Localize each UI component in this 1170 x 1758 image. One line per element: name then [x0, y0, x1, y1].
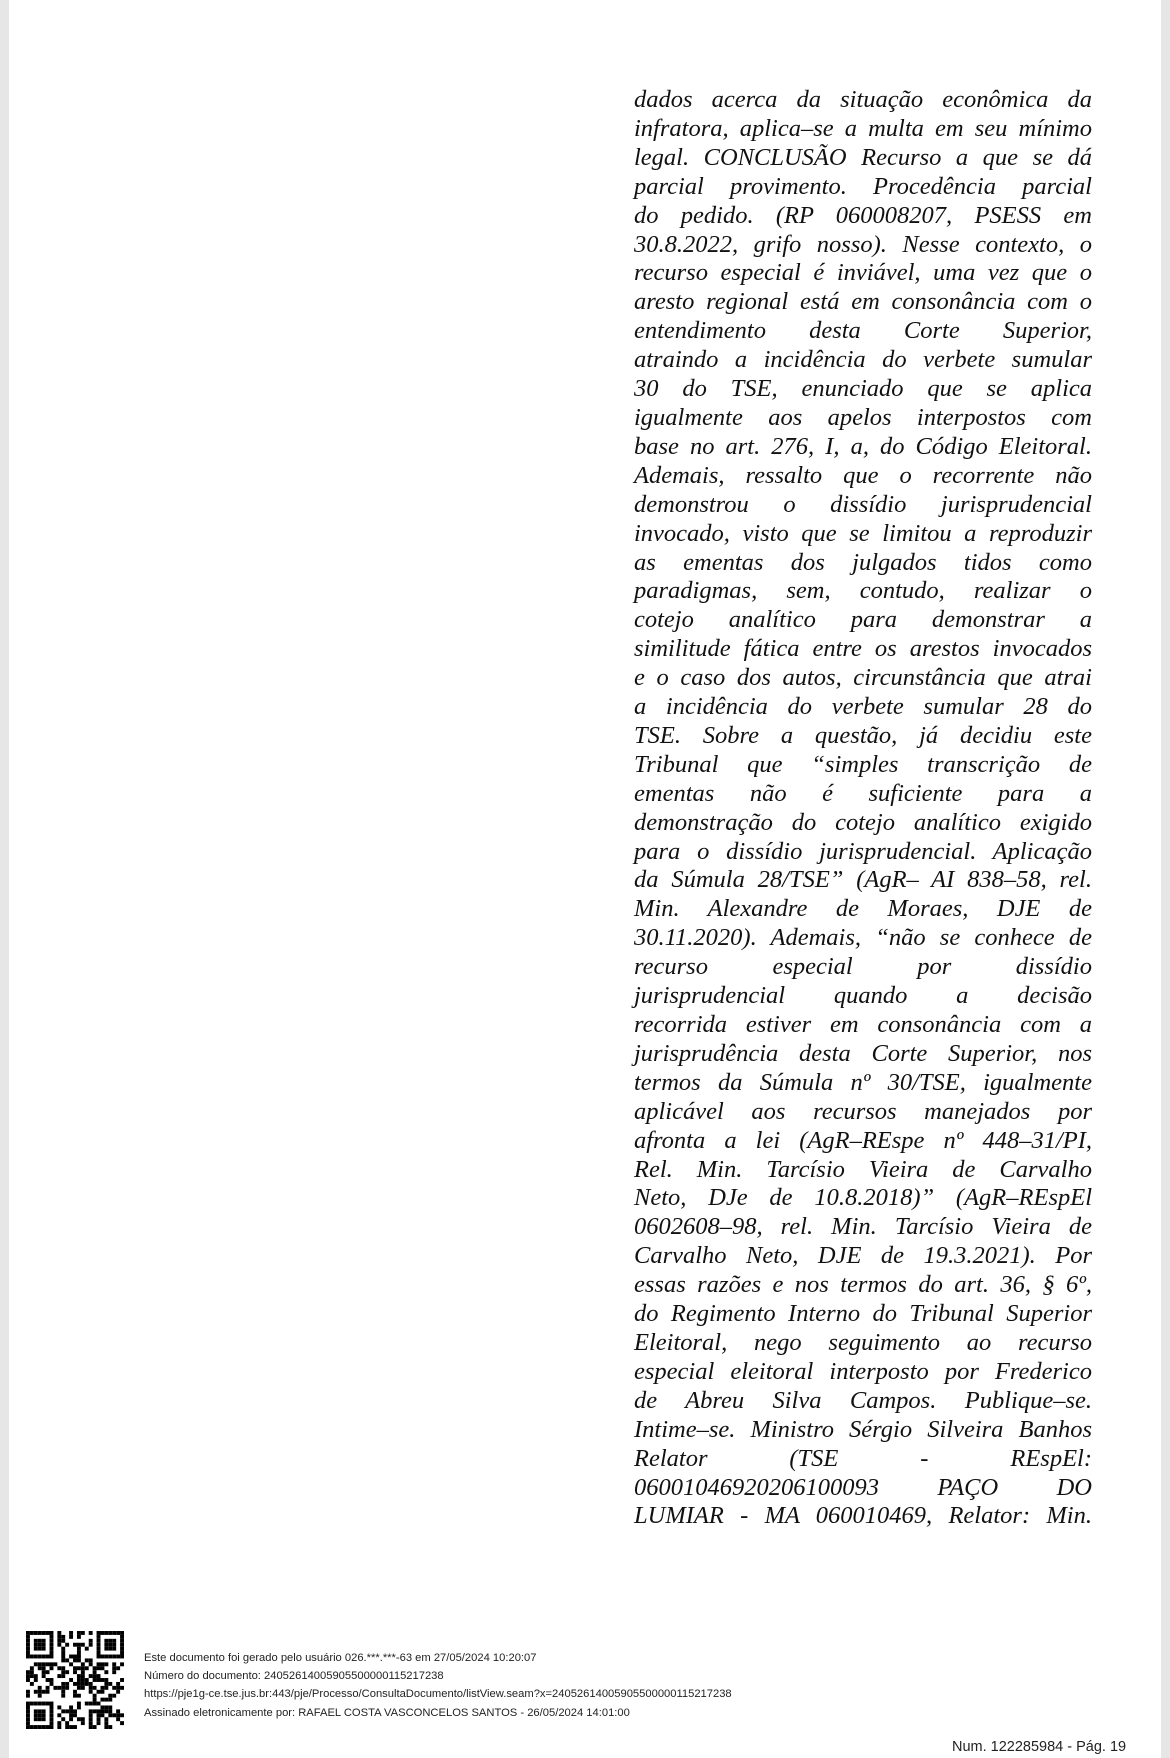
body-text-line: Intime–se. Ministro Sérgio Silveira Banhos [634, 1415, 1092, 1443]
body-text-line: Neto, DJe de 10.8.2018)” (AgR–REspEl [634, 1184, 1092, 1212]
body-text-line: recorrida estiver em consonância com a [634, 1011, 1092, 1038]
footer-generated-by: Este documento foi gerado pelo usuário 026.***.***-63 em 27/05/2024 10:20:07 [144, 1652, 537, 1664]
body-text-line: atraindo a incidência do verbete sumular [634, 346, 1092, 374]
body-text-line: Rel. Min. Tarcísio Vieira de Carvalho [634, 1155, 1092, 1183]
body-text-line: recurso especial por dissídio [634, 953, 1092, 981]
body-text-line: 0602608–98, rel. Min. Tarcísio Vieira de [634, 1213, 1092, 1241]
body-text-line: demonstração do cotejo analítico exigido [634, 808, 1092, 836]
body-text-line: cotejo analítico para demonstrar a [634, 606, 1092, 634]
body-text-line: jurisprudencial quando a decisão [634, 982, 1092, 1010]
body-text-line: do pedido. (RP 060008207, PSESS em [634, 201, 1092, 229]
body-text-line: Tribunal que “simples transcrição de [634, 750, 1092, 778]
body-text-line: invocado, visto que se limitou a reproduzir [634, 519, 1092, 547]
body-text-line: demonstrou o dissídio jurisprudencial [634, 490, 1092, 518]
body-text-line: 06001046920206100093 PAÇO DO [634, 1473, 1092, 1501]
body-text-line: base no art. 276, I, a, do Código Eleitoral. [634, 432, 1092, 460]
body-text-line: as ementas dos julgados tidos como [634, 548, 1092, 576]
body-text-line: Ademais, ressalto que o recorrente não [634, 461, 1092, 489]
body-text-line: a incidência do verbete sumular 28 do [634, 693, 1092, 721]
body-text-line: parcial provimento. Procedência parcial [634, 172, 1092, 200]
body-text-line: dados acerca da situação econômica da [634, 86, 1092, 113]
footer-url: https://pje1g-ce.tse.jus.br:443/pje/Processo/ConsultaDocumento/listView.seam?x=24052614005905500000115217238 [144, 1688, 732, 1701]
footer-signed-by: Assinado eletronicamente por: RAFAEL COSTA VASCONCELOS SANTOS - 26/05/2024 14:01:00 [144, 1706, 630, 1719]
body-text-line: TSE. Sobre a questão, já decidiu este [634, 721, 1092, 749]
body-text-line: igualmente aos apelos interpostos com [634, 403, 1092, 431]
body-text-line: Carvalho Neto, DJE de 19.3.2021). Por [634, 1242, 1092, 1270]
qr-code-icon [26, 1631, 124, 1729]
body-text-line: do Regimento Interno do Tribunal Superior [634, 1300, 1092, 1328]
body-text-line: ementas não é suficiente para a [634, 779, 1092, 807]
body-text-line: entendimento desta Corte Superior, [634, 317, 1092, 345]
page-left-edge [0, 0, 9, 1758]
body-text-line: Min. Alexandre de Moraes, DJE de [634, 895, 1092, 923]
body-text-line: afronta a lei (AgR–REspe nº 448–31/PI, [634, 1126, 1092, 1154]
body-text-line: termos da Súmula nº 30/TSE, igualmente [634, 1068, 1092, 1096]
body-text-line: essas razões e nos termos do art. 36, § 6º, [634, 1271, 1092, 1299]
footer-document-number: Número do documento: 24052614005905500000115217238 [144, 1670, 444, 1683]
body-text-line: recurso especial é inviável, uma vez que o [634, 259, 1092, 287]
document-body-text [634, 86, 1092, 1531]
document-footer-metadata [144, 1649, 732, 1722]
body-text-line: especial eleitoral interposto por Frederico [634, 1357, 1092, 1385]
body-text-line: infratora, aplica–se a multa em seu mínimo [634, 114, 1092, 142]
body-text-line: LUMIAR - MA 060010469, Relator: Min. [634, 1502, 1092, 1530]
body-text-line: aplicável aos recursos manejados por [634, 1097, 1092, 1125]
body-text-line: de Abreu Silva Campos. Publique–se. [634, 1386, 1092, 1414]
body-text-line: Relator (TSE - REspEl: [634, 1444, 1092, 1472]
page-number: Num. 122285984 - Pág. 19 [952, 1739, 1127, 1755]
body-text-line: Eleitoral, nego seguimento ao recurso [634, 1328, 1092, 1356]
body-text-line: legal. CONCLUSÃO Recurso a que se dá [634, 143, 1092, 171]
body-text-line: e o caso dos autos, circunstância que atrai [634, 664, 1092, 692]
body-text-line: similitude fática entre os arestos invocados [634, 635, 1092, 663]
body-text-line: 30 do TSE, enunciado que se aplica [634, 375, 1092, 403]
body-text-line: para o dissídio jurisprudencial. Aplicação [634, 837, 1092, 865]
body-text-line: 30.11.2020). Ademais, “não se conhece de [634, 924, 1092, 952]
body-text-line: jurisprudência desta Corte Superior, nos [634, 1039, 1092, 1067]
body-text-line: 30.8.2022, grifo nosso). Nesse contexto, o [634, 230, 1092, 258]
page-right-edge [1161, 0, 1170, 1758]
body-text-line: aresto regional está em consonância com o [634, 288, 1092, 316]
body-text-line: da Súmula 28/TSE” (AgR– AI 838–58, rel. [634, 866, 1092, 894]
body-text-line: paradigmas, sem, contudo, realizar o [634, 577, 1092, 605]
